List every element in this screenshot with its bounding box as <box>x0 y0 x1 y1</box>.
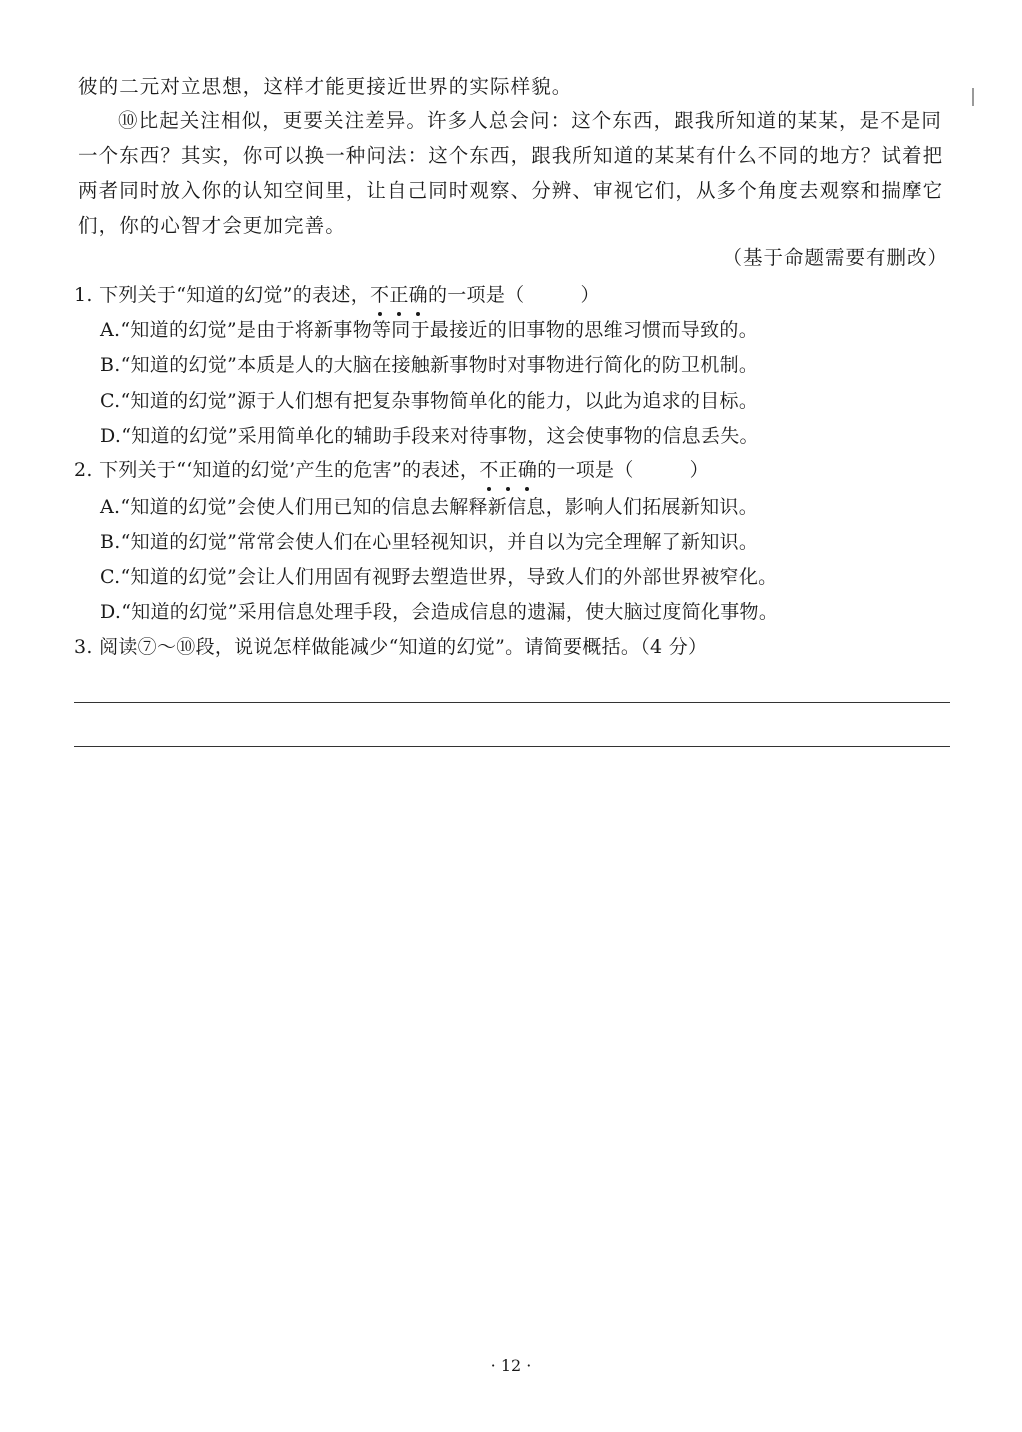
passage-line: 两者同时放入你的认知空间里，让自己同时观察、分辨、审视它们，从多个角度去观察和揣摩它 <box>78 179 944 202</box>
option-b: B.“知道的幻觉”本质是人的大脑在接触新事物时对事物进行简化的防卫机制。 <box>100 354 759 376</box>
option-b: B.“知道的幻觉”常常会使人们在心里轻视知识，并自以为完全理解了新知识。 <box>100 531 759 553</box>
emphasis-char: 确 <box>518 455 537 485</box>
close-paren: ） <box>689 459 709 481</box>
question-1-prefix: 1. 下列关于“知道的幻觉”的表述， <box>74 284 370 306</box>
passage-line: 们，你的心智才会更加完善。 <box>78 214 346 237</box>
answer-line[interactable] <box>74 746 950 747</box>
passage-line: ⑩比起关注相似，更要关注差异。许多人总会问：这个东西，跟我所知道的某某，是不是同 <box>118 109 943 132</box>
option-c: C.“知道的幻觉”会让人们用固有视野去塑造世界，导致人们的外部世界被窄化。 <box>100 566 778 588</box>
question-1-suffix: 的一项是（ <box>427 284 525 306</box>
option-d: D.“知道的幻觉”采用简单化的辅助手段来对待事物，这会使事物的信息丢失。 <box>100 425 759 447</box>
question-2-suffix: 的一项是（ <box>537 459 634 481</box>
option-d: D.“知道的幻觉”采用信息处理手段，会造成信息的遗漏，使大脑过度简化事物。 <box>100 601 779 623</box>
emphasis-char: 确 <box>409 280 428 310</box>
emphasis-char: 正 <box>499 455 518 485</box>
emphasis-char: 不 <box>370 280 389 310</box>
question-2-prefix: 2. 下列关于“‘知道的幻觉’产生的危害”的表述， <box>74 459 480 481</box>
answer-line[interactable] <box>74 702 950 703</box>
question-2 <box>74 455 709 485</box>
passage-line: 彼的二元对立思想，这样才能更接近世界的实际样貌。 <box>78 75 573 98</box>
question-3: 3. 阅读⑦～⑩段，说说怎样做能减少“知道的幻觉”。请简要概括。（4 分） <box>74 636 708 658</box>
emphasis-char: 不 <box>479 455 498 485</box>
option-c: C.“知道的幻觉”源于人们想有把复杂事物简单化的能力，以此为追求的目标。 <box>100 390 759 412</box>
option-a: A.“知道的幻觉”会使人们用已知的信息去解释新信息，影响人们拓展新知识。 <box>100 496 758 518</box>
source-note: （基于命题需要有删改） <box>722 246 948 269</box>
passage-line: 一个东西？其实，你可以换一种问法：这个东西，跟我所知道的某某有什么不同的地方？试着把 <box>78 144 944 167</box>
option-a: A.“知道的幻觉”是由于将新事物等同于最接近的旧事物的思维习惯而导致的。 <box>100 319 758 341</box>
margin-mark <box>972 88 974 106</box>
question-1 <box>74 280 600 310</box>
page-number: · 12 · <box>490 1356 532 1375</box>
close-paren: ） <box>580 284 600 306</box>
emphasis-char: 正 <box>389 280 408 310</box>
